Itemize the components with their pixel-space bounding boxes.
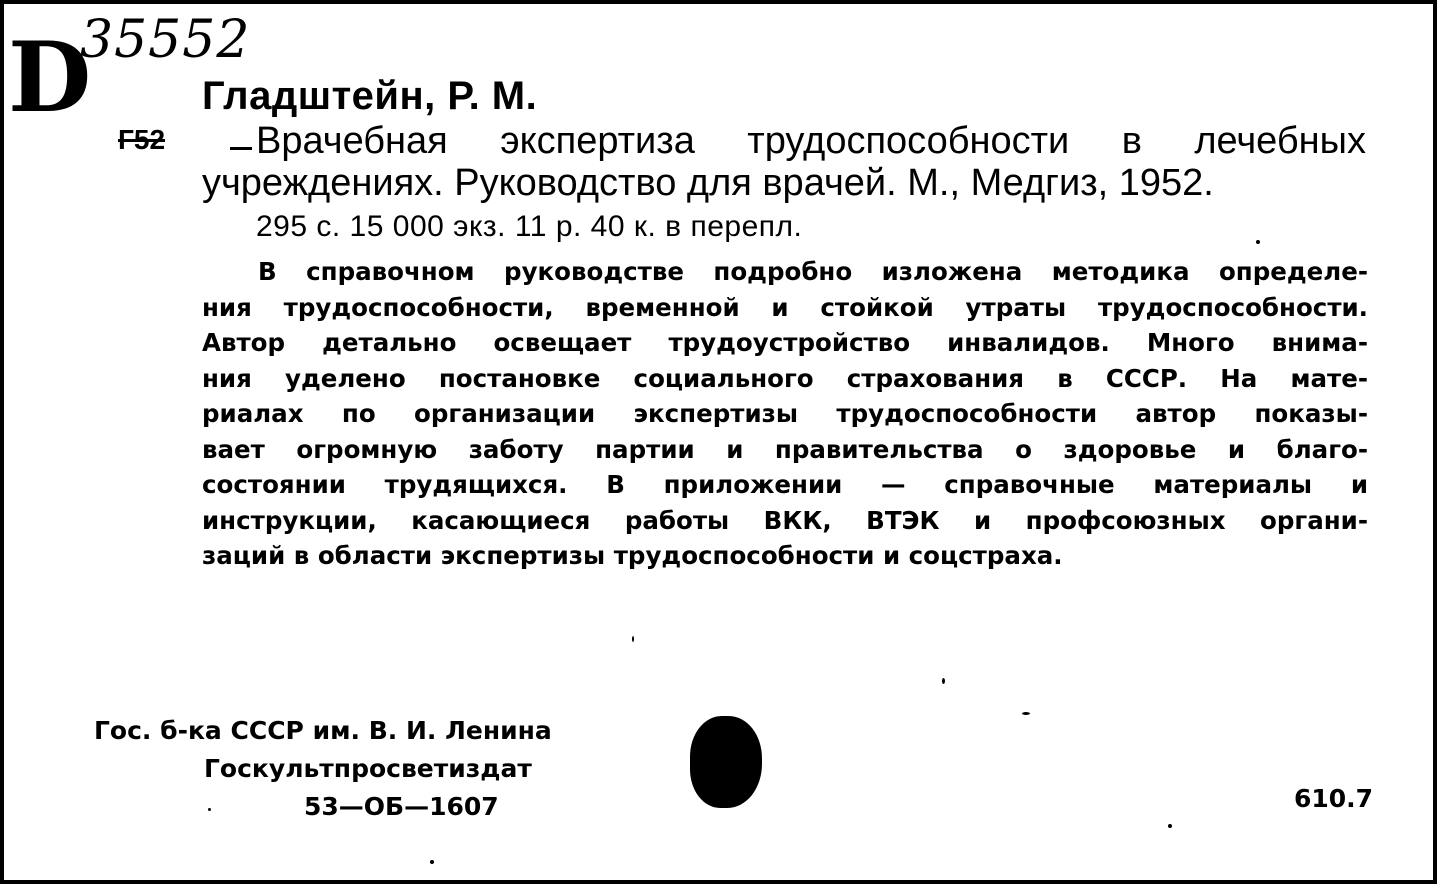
annotation-line: состоянии трудящихся. В приложении — справочные материалы и [202, 470, 1368, 499]
call-letter-text: D [8, 21, 92, 134]
author-heading: Гладштейн, Р. М. [202, 74, 538, 118]
punch-hole [690, 716, 762, 808]
classification-number: 610.7 [1294, 784, 1374, 813]
library-name: Гос. б-ка СССР им. В. И. Ленина [94, 716, 552, 745]
crossed-out-mark: Г52 [118, 124, 166, 155]
title-word: трудоспособности [747, 120, 1070, 162]
title-dash [230, 147, 252, 150]
annotation-line: В справочном руководстве подробно изложена методика определе- [258, 257, 1368, 286]
title-line-2: учреждениях. Руководство для врачей. М., Медгиз, 1952. [202, 162, 1214, 204]
speck [1022, 712, 1030, 715]
call-letter [8, 21, 92, 134]
handwritten-accession-number: 35552 [80, 10, 251, 70]
imprint-details: 295 с. 15 000 экз. 11 р. 40 к. в перепл. [256, 210, 803, 243]
speck [430, 860, 434, 864]
annotation-line: ния уделено постановке социального страхования в СССР. На мате- [202, 363, 1368, 393]
library-imprint [94, 712, 552, 826]
annotation-line: заций в области экспертизы трудоспособности и соцстраха. [202, 541, 1063, 570]
speck [1256, 240, 1260, 244]
title-word: Врачебная [256, 120, 448, 162]
publisher-name: Госкультпросветиздат [204, 754, 532, 783]
annotation-line: Автор детально освещает трудоустройство инвалидов. Много внима- [202, 328, 1368, 357]
speck [632, 636, 634, 642]
title-word: лечебных [1194, 120, 1366, 162]
title-word: в [1121, 120, 1142, 162]
speck [942, 678, 945, 684]
title-line-1 [256, 120, 1366, 163]
speck [1168, 824, 1172, 828]
annotation-line: вает огромную заботу партии и правительства о здоровье и благо- [202, 434, 1368, 464]
card-order-number: 53—ОБ—1607 [304, 792, 499, 821]
annotation-line: риалах по организации экспертизы трудоспособности автор показы- [202, 399, 1368, 428]
title-word: экспертиза [500, 120, 695, 162]
speck [208, 808, 211, 811]
annotation-line: ния трудоспособности, временной и стойкой утраты трудоспособности. [202, 292, 1368, 322]
annotation [202, 254, 1368, 574]
annotation-line: инструкции, касающиеся работы ВКК, ВТЭК и профсоюзных органи- [202, 505, 1368, 535]
